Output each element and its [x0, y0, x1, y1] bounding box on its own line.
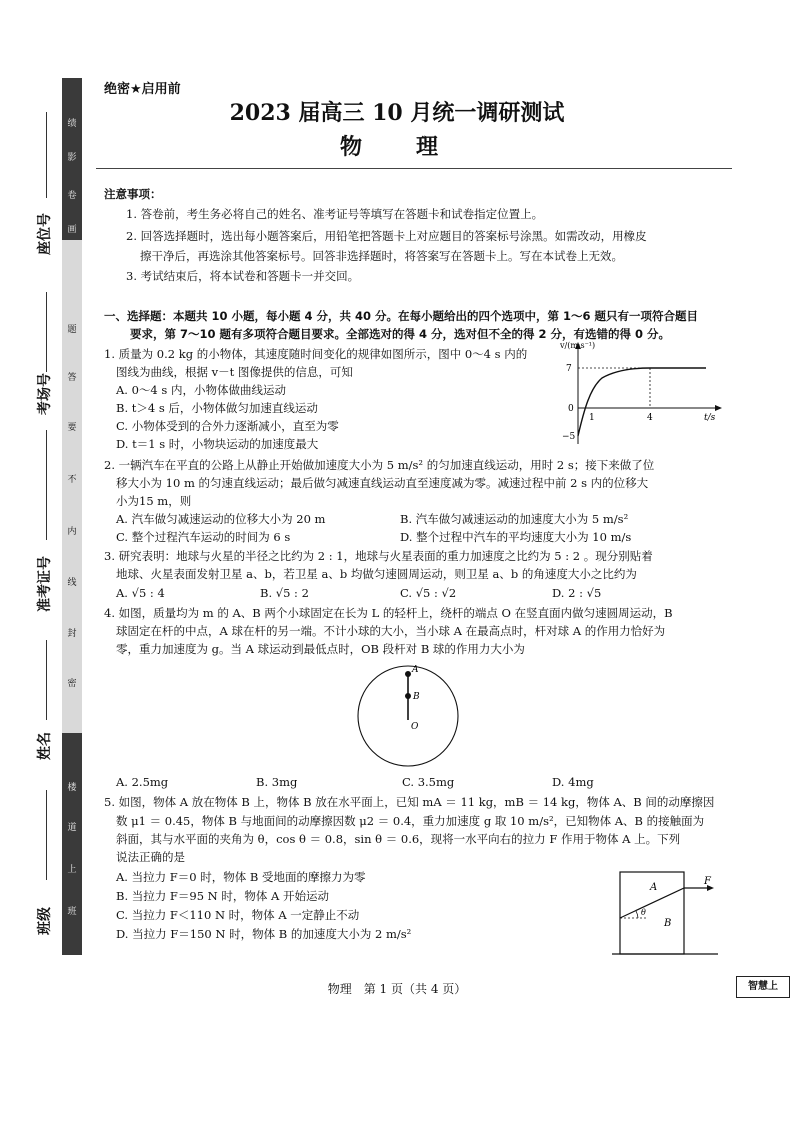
q1-stem: 图线为曲线，根据 v－t 图像提供的信息，可知: [116, 365, 353, 379]
q4-stem: 4. 如图，质量均为 m 的 A、B 两个小球固定在长为 L 的轻杆上，绕杆的端点 O 在竖直面内做匀速圆周运动，B: [104, 606, 673, 620]
name-line: [46, 640, 47, 720]
q2-option-a: A. 汽车做匀减速运动的位移大小为 20 m: [116, 512, 326, 526]
strip-char: 画: [67, 225, 77, 235]
q4-option-a: A. 2.5mg: [116, 775, 169, 789]
strip-char: 不: [67, 475, 77, 485]
graph-xlabel: t/s: [704, 413, 716, 423]
q4-stem: 零，重力加速度为 g。当 A 球运动到最低点时，OB 段杆对 B 球的作用力大小为: [116, 642, 525, 656]
strip-char: 线: [67, 578, 77, 588]
graph-ytick-0: 0: [568, 404, 574, 414]
q2-option-c: C. 整个过程汽车运动的时间为 6 s: [116, 530, 291, 544]
q4-option-b: B. 3mg: [256, 775, 298, 789]
graph-xtick-4: 4: [647, 413, 653, 423]
q2-stem: 移大小为 10 m 的匀速直线运动；最后做匀减速直线运动直至速度减为零。减速过程中前 2 s 内的位移大: [116, 476, 649, 490]
label-o: O: [411, 722, 419, 732]
section-instructions: 一、选择题：本题共 10 小题，每小题 4 分，共 40 分。在每小题给出的四个选项中，第 1～6 题只有一项符合题目: [104, 309, 699, 323]
graph-ytick-7: 7: [566, 364, 572, 374]
q3-option-a: A. √5 : 4: [116, 586, 165, 600]
class-label: 班级: [37, 907, 53, 935]
confidential-mark: 绝密★启用前: [104, 82, 181, 97]
q3-stem: 地球、火星表面发射卫星 a、b，若卫星 a、b 均做匀速圆周运动，则卫星 a、b 的角速度大小之比约为: [116, 567, 637, 581]
name-label: 姓名: [37, 732, 53, 760]
notice-item: 1. 答卷前，考生务必将自己的姓名、准考证号等填写在答题卡和试卷指定位置上。: [126, 207, 544, 221]
notice-item: 擦干净后，再选涂其他答案标号。回答非选择题时，将答案写在答题卡上。写在本试卷上无效。: [140, 249, 623, 263]
q1-option-c: C. 小物体受到的合外力逐渐减小，直至为零: [116, 419, 339, 433]
ball-a: [405, 671, 411, 677]
header-rule: [96, 168, 732, 169]
section-instructions: 要求，第 7～10 题有多项符合题目要求。全部选对的得 4 分，选对但不全的得 2 分，有选错的得 0 分。: [130, 327, 671, 341]
label-a: A: [650, 882, 658, 893]
q5-stem: 5. 如图，物体 A 放在物体 B 上，物体 B 放在水平面上，已知 mA ＝ 11 kg，mB ＝ 14 kg，物体 A、B 间的动摩擦因: [104, 795, 715, 809]
ball-b: [405, 693, 411, 699]
class-line: [46, 790, 47, 880]
strip-char: 绩: [67, 119, 77, 129]
strip-char: 要: [67, 423, 77, 433]
q2-stem: 小为15 m，则: [116, 494, 192, 508]
q1-stem: 1. 质量为 0.2 kg 的小物体，其速度随时间变化的规律如图所示，图中 0～4 s 内的: [104, 347, 528, 361]
label-f: F: [704, 876, 711, 887]
q3-stem: 3. 研究表明：地球与火星的半径之比约为 2 : 1，地球与火星表面的重力加速度之比约为 5 : 2 。现分别贴着: [104, 549, 653, 563]
q4-option-c: C. 3.5mg: [402, 775, 455, 789]
q4-option-d: D. 4mg: [552, 775, 594, 789]
q3-option-d: D. 2 : √5: [552, 586, 602, 600]
corner-stamp: 智慧上: [736, 976, 790, 998]
q5-option-c: C. 当拉力 F＜110 N 时，物体 A 一定静止不动: [116, 908, 360, 922]
angle-arc: [636, 911, 638, 918]
graph-curve: [578, 368, 706, 436]
q2-option-b: B. 汽车做匀减速运动的加速度大小为 5 m/s²: [400, 512, 629, 526]
admission-number-line: [46, 430, 47, 540]
strip-char: 答: [67, 373, 77, 383]
binding-strip-bottom: [62, 733, 82, 955]
notice-item: 3. 考试结束后，将本试卷和答题卡一并交回。: [126, 269, 360, 283]
q3-option-b: B. √5 : 2: [260, 586, 309, 600]
graph-ylabel: v/(m·s⁻¹): [560, 341, 596, 350]
graph-ytick-neg5: −5: [562, 432, 576, 442]
q3-option-c: C. √5 : √2: [400, 586, 457, 600]
q1-vt-graph: [556, 340, 726, 452]
strip-char: 影: [67, 153, 77, 163]
notice-item: 2. 回答选择题时，选出每小题答案后，用铅笔把答题卡上对应题目的答案标号涂黑。如需改动，用橡皮: [126, 229, 647, 243]
strip-char: 题: [67, 325, 77, 335]
binding-strip-middle: [62, 240, 82, 733]
q2-stem: 2. 一辆汽车在平直的公路上从静止开始做加速度大小为 5 m/s² 的匀加速直线运动，用时 2 s；接下来做了位: [104, 458, 655, 472]
q1-option-d: D. t＝1 s 时，小物块运动的加速度最大: [116, 437, 319, 451]
exam-title: 2023 届高三 10 月统一调研测试: [229, 100, 565, 126]
q5-option-a: A. 当拉力 F＝0 时，物体 B 受地面的摩擦力为零: [116, 870, 366, 884]
label-a: A: [412, 665, 419, 675]
graph-x-arrow: [715, 405, 722, 411]
exam-room-label: 考场号: [37, 373, 53, 415]
subject-title: 物 理: [339, 134, 454, 160]
strip-char: 内: [67, 527, 77, 537]
q1-option-a: A. 0～4 s 内，小物体做曲线运动: [116, 383, 286, 397]
notice-heading: 注意事项：: [104, 187, 162, 201]
label-b: B: [664, 918, 672, 929]
page-footer: 物理 第 1 页（共 4 页）: [327, 982, 467, 996]
q2-option-d: D. 整个过程中汽车的平均速度大小为 10 m/s: [400, 530, 632, 544]
exam-room-line: [46, 292, 47, 372]
graph-xtick-1: 1: [589, 413, 595, 423]
q5-stem: 数 μ1 ＝ 0.45，物体 B 与地面间的动摩擦因数 μ2 ＝ 0.4，重力加速度 g 取 10 m/s²，已知物体 A、B 的接触面为: [116, 814, 705, 828]
q5-stem: 斜面，其与水平面的夹角为 θ，cos θ ＝ 0.8，sin θ ＝ 0.6，现将一水平向右的拉力 F 作用于物体 A 上。下列: [116, 832, 681, 846]
strip-char: 封: [67, 629, 77, 639]
q5-block-figure: [612, 864, 722, 958]
strip-char: 楼: [67, 783, 77, 793]
q4-circle-figure: [356, 660, 468, 770]
q1-option-b: B. t＞4 s 后，小物体做匀加速直线运动: [116, 401, 318, 415]
q4-stem: 球固定在杆的中点，A 球在杆的另一端。不计小球的大小，当小球 A 在最高点时，杆对球 A 的作用力恰好为: [116, 624, 666, 638]
strip-char: 班: [67, 907, 77, 917]
q5-option-b: B. 当拉力 F＝95 N 时，物体 A 开始运动: [116, 889, 330, 903]
strip-char: 道: [67, 823, 77, 833]
seat-number-label: 座位号: [37, 213, 53, 255]
strip-char: 上: [67, 865, 77, 875]
strip-char: 密: [67, 679, 77, 689]
label-theta: θ: [641, 908, 646, 917]
strip-char: 卷: [67, 191, 77, 201]
q5-option-d: D. 当拉力 F＝150 N 时，物体 B 的加速度大小为 2 m/s²: [116, 927, 412, 941]
q5-stem: 说法正确的是: [116, 850, 185, 864]
label-b: B: [413, 692, 420, 702]
admission-number-label: 准考证号: [37, 556, 53, 612]
